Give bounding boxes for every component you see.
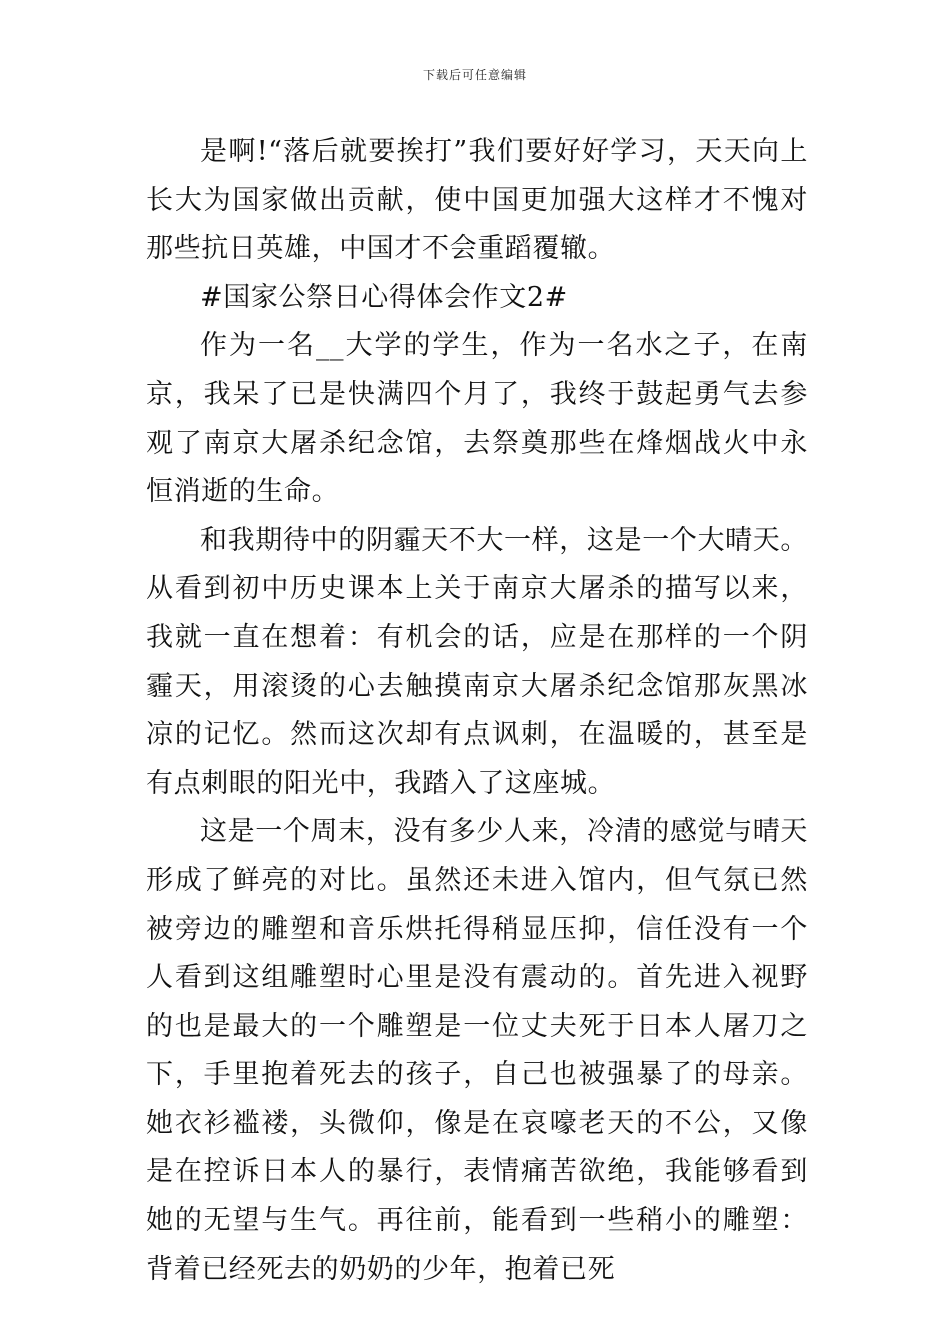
document-body xyxy=(146,128,808,1294)
section-heading: #国家公祭日心得体会作文2# xyxy=(200,281,568,313)
header-note: 下载后可任意编辑 xyxy=(422,68,527,82)
paragraph-1: 是啊!“落后就要挨打”我们要好好学习，天天向上长大为国家做出贡献，使中国更加强大这样才不愧对那些抗日英雄，中国才不会重蹈覆辙。 xyxy=(146,136,808,265)
paragraph-4: 这是一个周末，没有多少人来，冷清的感觉与晴天形成了鲜亮的对比。虽然还未进入馆内，但气氛已然被旁边的雕塑和音乐烘托得稍显压抑，信任没有一个人看到这组雕塑时心里是没有震动的。首先进入视野的也是最大的一个雕塑是一位丈夫死于日本人屠刀之下，手里抱着死去的孩子，自己也被强暴了的母亲。她衣衫褴褛，头微仰，像是在哀嚎老天的不公，又像是在控诉日本人的暴行，表情痛苦欲绝，我能够看到她的无望与生气。再往前，能看到一些稍小的雕塑：背着已经死去的奶奶的少年，抱着已死 xyxy=(146,816,808,1285)
paragraph-3: 和我期待中的阴霾天不大一样，这是一个大晴天。从看到初中历史课本上关于南京大屠杀的描写以来，我就一直在想着：有机会的话，应是在那样的一个阴霾天，用滚烫的心去触摸南京大屠杀纪念馆那灰黑冰凉的记忆。然而这次却有点讽刺，在温暖的，甚至是有点刺眼的阳光中，我踏入了这座城。 xyxy=(146,524,808,799)
paragraph-2: 作为一名__大学的学生，作为一名水之子，在南京，我呆了已是快满四个月了，我终于鼓起勇气去参观了南京大屠杀纪念馆，去祭奠那些在烽烟战火中永恒消逝的生命。 xyxy=(146,330,808,508)
